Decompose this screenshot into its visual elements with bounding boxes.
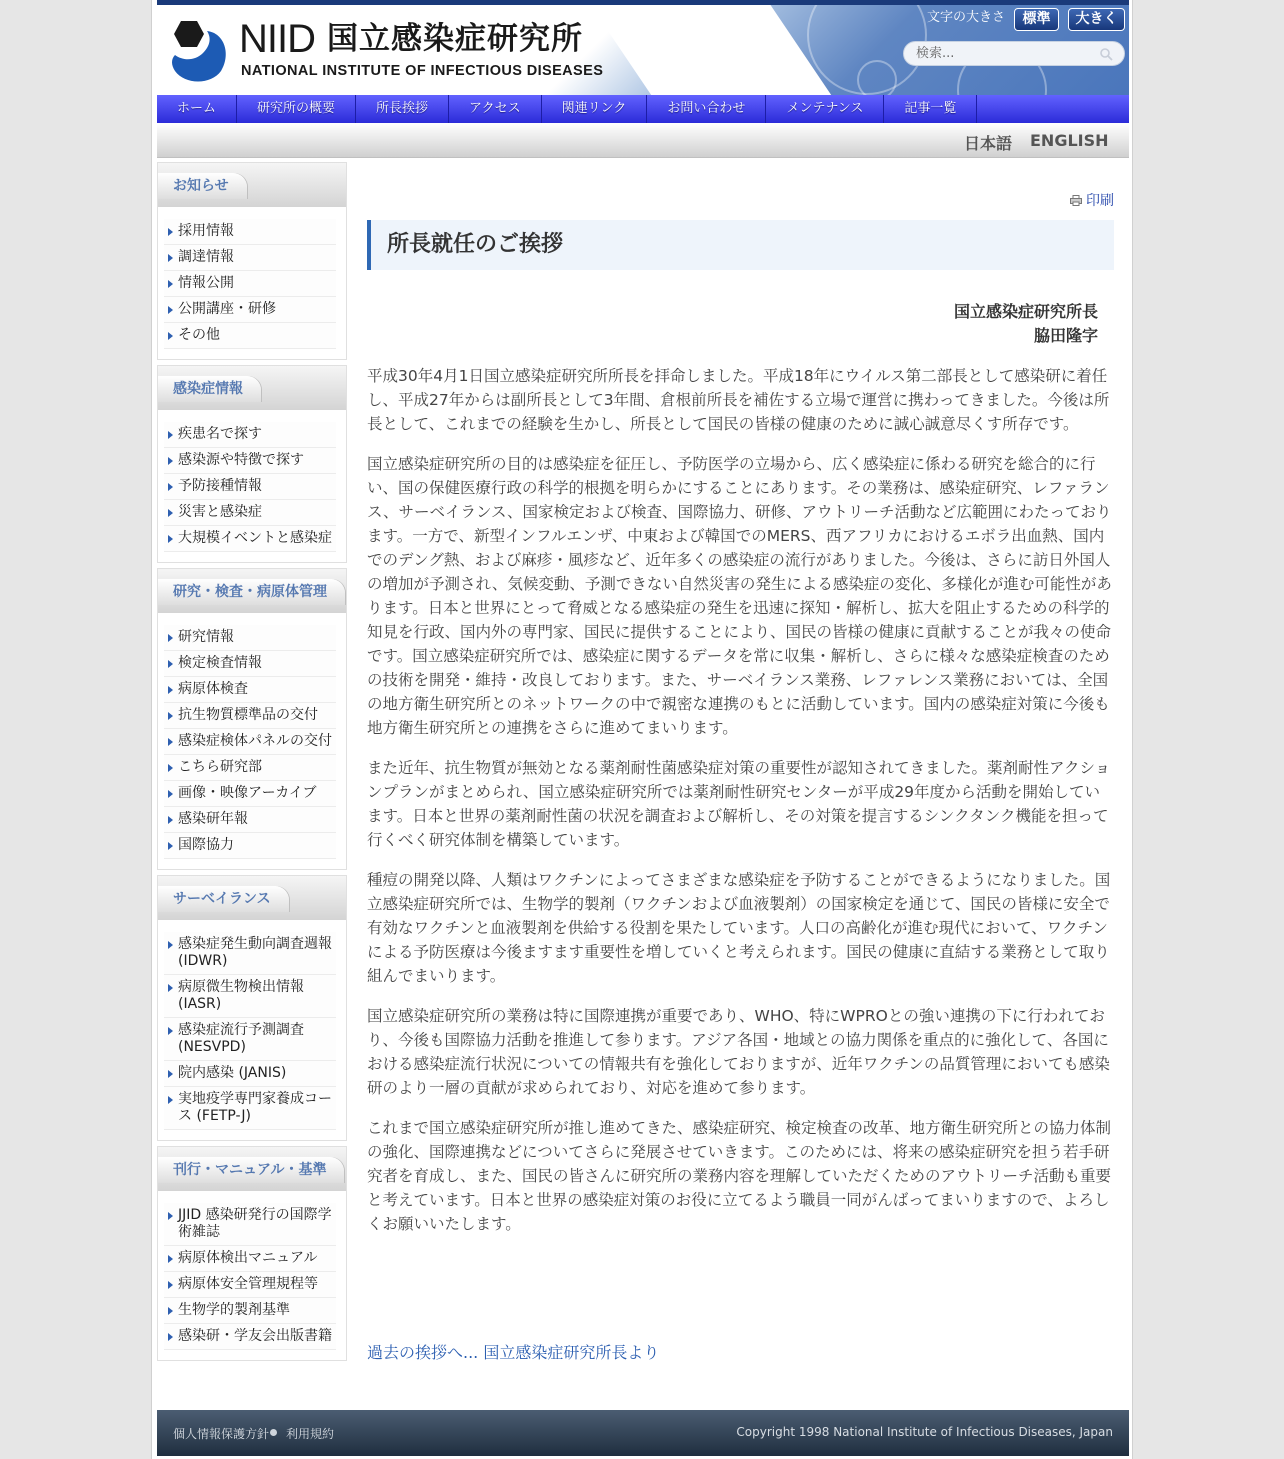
sidebar-item-recruitment[interactable]: 採用情報 [164,219,336,245]
sidebar-item-nesvpd[interactable]: 感染症流行予測調査 (NESVPD) [164,1018,336,1061]
sidebar-section-title: 感染症情報 [158,376,261,402]
sidebar-section-header [158,876,346,920]
sidebar-item-disclosure[interactable]: 情報公開 [164,271,336,297]
nav-item-maintenance[interactable]: メンテナンス [766,95,884,123]
site-header [157,5,1129,95]
footer-privacy-link[interactable]: 個人情報保護方針 [173,1427,270,1441]
paragraph: 平成30年4月1日国立感染症研究所所長を拝命しました。平成18年にウイルス第二部長として感染研に着任し、平成27年からは副所長として3年間、倉根前所長を補佐する立場で運営に携わってきました。今後は所長として、これまでの経験を生かし、所長として国民の皆様の健康のために誠心誠意尽くす所存です。 [367,367,1110,433]
footer-copyright: Copyright 1998 National Institute of Infectious Diseases, Japan [736,1425,1113,1439]
sidebar-item-other[interactable]: その他 [164,323,336,349]
decor-bubble [857,60,897,95]
search-icon[interactable] [1099,47,1113,61]
sidebar-section-title: 研究・検査・病原体管理 [158,579,345,605]
language-english-link[interactable]: ENGLISH [1030,131,1109,150]
sidebar-section-research [157,568,347,870]
signature-position: 国立感染症研究所長 [953,302,1098,321]
sidebar-section-news [157,162,347,360]
sidebar-item-by-source[interactable]: 感染源や特徴で探す [164,448,336,474]
niid-logo-icon[interactable] [167,15,233,85]
sidebar-section-disease-info [157,365,347,563]
sidebar-section-surveillance [157,875,347,1141]
sidebar-item-fetp[interactable]: 実地疫学専門家養成コース (FETP-J) [164,1087,336,1130]
logo-japanese-name[interactable]: 国立感染症研究所 [327,21,583,57]
sidebar-item-biologics-standards[interactable]: 生物学的製剤基準 [164,1298,336,1324]
sidebar-item-janis[interactable]: 院内感染 (JANIS) [164,1061,336,1087]
sidebar-section-header [158,163,346,207]
footer-terms-link[interactable]: 利用規約 [286,1427,335,1441]
sidebar-list [158,613,346,869]
language-japanese-link[interactable]: 日本語 [964,134,1013,153]
sidebar-item-lectures[interactable]: 公開講座・研修 [164,297,336,323]
sidebar-section-title: お知らせ [158,173,247,199]
search-input[interactable]: 検索... [903,41,1125,66]
sidebar-item-image-archive[interactable]: 画像・映像アーカイブ [164,781,336,807]
site-footer [157,1410,1129,1456]
sidebar-section-title: サーベイランス [158,886,289,912]
sidebar-list [158,1191,346,1360]
sidebar-item-by-disease[interactable]: 疾患名で探す [164,422,336,448]
page-title: 所長就任のご挨拶 [367,220,1114,270]
sidebar-section-header [158,1147,346,1191]
paragraph: 種痘の開発以降、人類はワクチンによってさまざまな感染症を予防することができるようになりました。国立感染症研究所では、生物学的製剤（ワクチンおよび血液製剤）の国家検定を通じて、国民の皆様に安全で有効なワクチンと血液製剤を供給する役割を果たしています。人口の高齢化が進む現代において、ワクチンによる予防医療は今後ますます重要性を増していくと考えられます。国民の健康に直結する業務として取り組んでまいります。 [367,871,1111,985]
footer-separator-dot [270,1429,277,1436]
sidebar-item-biosafety-rules[interactable]: 病原体安全管理規程等 [164,1272,336,1298]
greeting-body [367,364,1114,1252]
language-bar [157,123,1129,158]
sidebar-list [158,920,346,1140]
past-greetings-link[interactable]: 過去の挨拶へ... 国立感染症研究所長より [367,1343,660,1362]
sidebar-item-iasr[interactable]: 病原微生物検出情報 (IASR) [164,975,336,1018]
logo-niid-text[interactable]: NIID [239,17,315,61]
sidebar-item-specimen-panel[interactable]: 感染症検体パネルの交付 [164,729,336,755]
paragraph: 国立感染症研究所の目的は感染症を征圧し、予防医学の立場から、広く感染症に係わる研究を総合的に行い、国の保健医療行政の科学的根拠を明らかにすることにあります。その業務は、感染症研究、レファランス、サーベイランス、国家検定および検査、国際協力、研修、アウトリーチ活動など広範囲にわたっております。一方で、新型インフルエンザ、中東および韓国でのMERS、西アフリカにおけるエボラ出血熱、国内でのデング熱、および麻疹・風疹など、近年多くの感染症の流行がありました。今後は、さらに訪日外国人の増加が予測され、気候変動、予測できない自然災害の発生による感染症の変化、多様化が進む可能性があります。日本と世界にとって脅威となる感染症の発生を迅速に探知・解析し、拡大を阻止するための科学的知見を行政、国内外の専門家、国民に提供することにより、国民の皆様の健康に貢献することが我々の使命です。国立感染症研究所では、感染症に関するデータを常に収集・解析し、さらに様々な感染症検査のための技術を開発・維持・改良しております。また、サーベイランス業務、レファレンス業務においては、全国の地方衛生研究所とのネットワークの中で親密な連携のもとに活動しています。国内の感染症対策に今後も地方衛生研究所との連携をさらに進めてまいります。 [367,455,1112,737]
sidebar-item-annual-report[interactable]: 感染研年報 [164,807,336,833]
nav-item-about[interactable]: 研究所の概要 [237,95,356,123]
sidebar-item-mass-events[interactable]: 大規模イベントと感染症 [164,526,336,552]
printer-icon [1070,195,1082,206]
nav-item-access[interactable]: アクセス [449,95,542,123]
print-label: 印刷 [1086,193,1114,209]
nav-item-greeting[interactable]: 所長挨拶 [356,95,449,123]
sidebar-item-detection-manual[interactable]: 病原体検出マニュアル [164,1246,336,1272]
sidebar-item-idwr[interactable]: 感染症発生動向調査週報 (IDWR) [164,932,336,975]
paragraph: これまで国立感染症研究所が推し進めてきた、感染症研究、検定検査の改革、地方衛生研究所との協力体制の強化、国際連携などについてさらに発展させていきます。このためには、将来の感染症研究を担う若手研究者を育成し、また、国民の皆さんに研究所の業務内容を理解していただくためのアウトリーチ活動も重要と考えています。日本と世界の感染症対策のお役に立てるよう職員一同がんばってまいりますので、よろしくお願いいたします。 [367,1119,1112,1233]
sidebar-section-header [158,366,346,410]
nav-item-contact[interactable]: お問い合わせ [647,95,766,123]
sidebar-item-pathogen-testing[interactable]: 病原体検査 [164,677,336,703]
sidebar-item-jjid[interactable]: JJID 感染研発行の国際学術雑誌 [164,1203,336,1246]
sidebar [157,162,347,1366]
signature [954,300,1098,348]
sidebar-item-departments[interactable]: こちら研究部 [164,755,336,781]
signature-name: 脇田隆字 [1033,326,1098,345]
paragraph: また近年、抗生物質が無効となる薬剤耐性菌感染症対策の重要性が認知されてきました。薬剤耐性アクションプランがまとめられ、国立感染症研究所では薬剤耐性研究センターが平成29年度から活動を開始しています。日本と世界の薬剤耐性菌の状況を調査および解析し、その対策を提言するシンクタンク機能を担って行くべく研究体制を構築しています。 [367,759,1111,849]
sidebar-item-disaster[interactable]: 災害と感染症 [164,500,336,526]
page-wrapper [151,0,1133,1459]
sidebar-section-title: 刊行・マニュアル・基準 [158,1157,344,1183]
print-link[interactable] [1070,190,1114,210]
sidebar-item-antibiotic-standards[interactable]: 抗生物質標準品の交付 [164,703,336,729]
font-size-label: 文字の大きさ [927,10,1006,25]
sidebar-list [158,207,346,359]
sidebar-list [158,410,346,562]
nav-item-home[interactable]: ホーム [157,95,237,123]
paragraph: 国立感染症研究所の業務は特に国際連携が重要であり、WHO、特にWPROとの強い連携の下に行われており、今後も国際協力活動を推進して参ります。アジア各国・地域との協力関係を重点的に強化して、各国における感染症流行状況についての情報共有を強化しておりますが、近年ワクチンの品質管理においても感染研のより一層の貢献が求められており、対応を進めて参ります。 [367,1007,1110,1097]
sidebar-item-international[interactable]: 国際協力 [164,833,336,859]
nav-item-articles[interactable]: 記事一覧 [884,95,977,123]
sidebar-item-testing-info[interactable]: 検定検査情報 [164,651,336,677]
font-size-large-button[interactable]: 大きく [1068,8,1125,31]
sidebar-item-research-info[interactable]: 研究情報 [164,625,336,651]
logo-english-name[interactable]: NATIONAL INSTITUTE OF INFECTIOUS DISEASES [241,63,604,79]
font-size-standard-button[interactable]: 標準 [1014,8,1059,31]
main-nav [157,95,1129,123]
sidebar-item-vaccination[interactable]: 予防接種情報 [164,474,336,500]
sidebar-item-procurement[interactable]: 調達情報 [164,245,336,271]
sidebar-section-header [158,569,346,613]
sidebar-item-books[interactable]: 感染研・学友会出版書籍 [164,1324,336,1350]
sidebar-section-publications [157,1146,347,1361]
nav-item-links[interactable]: 関連リンク [542,95,648,123]
